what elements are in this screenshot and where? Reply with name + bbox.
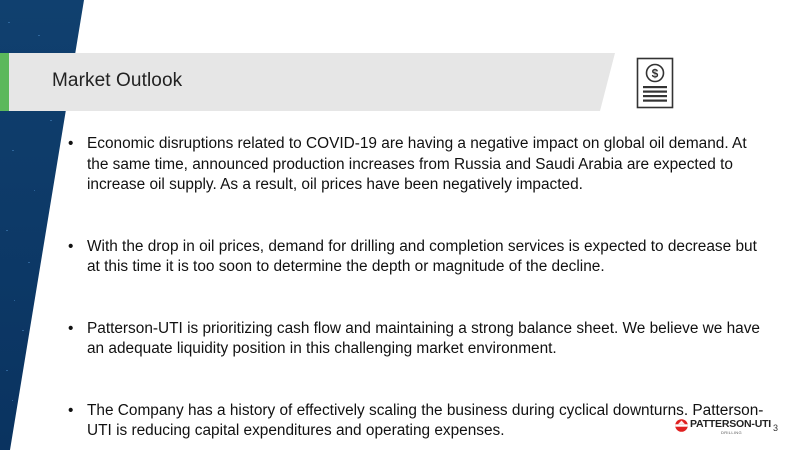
bullet-item — [68, 319, 768, 360]
bullet-text: The Company has a history of effectively scaling the business during cyclical downturns. Patterson-UTI is reducing capital expenditures and operating expenses. — [87, 401, 764, 439]
logo-text: PATTERSON-UTI — [690, 418, 772, 430]
bullet-item — [68, 237, 768, 278]
bullet-text: Patterson-UTI is prioritizing cash flow and maintaining a strong balance sheet. We believe we have an adequate liquidity position in this challenging market environment. — [87, 319, 760, 357]
title-accent-bar — [0, 53, 9, 111]
financial-document-icon — [636, 57, 674, 109]
bullet-text: Economic disruptions related to COVID-19 are having a negative impact on global oil demand. At the same time, announced production increases from Russia and Saudi Arabia are expected to increase oil supply. As a result, oil prices have been negatively impacted. — [87, 135, 747, 193]
bullet-dot: • — [68, 135, 74, 152]
bullet-item — [68, 401, 768, 442]
bullet-dot: • — [68, 401, 74, 419]
bullet-text: With the drop in oil prices, demand for drilling and completion services is expected to decrease but at this time it is too soon to determine the depth or magnitude of the decline. — [87, 237, 757, 275]
bullet-dot: • — [68, 237, 74, 255]
logo-subtext: DRILLING — [721, 430, 742, 435]
bullet-dot: • — [68, 319, 74, 337]
dollar-sign-glyph: $ — [651, 66, 659, 81]
logo-mark-icon — [675, 419, 688, 432]
page-number: 3 — [773, 423, 779, 433]
bullet-item — [68, 134, 768, 196]
page-title: Market Outlook — [52, 70, 183, 91]
bullet-list — [68, 134, 768, 442]
